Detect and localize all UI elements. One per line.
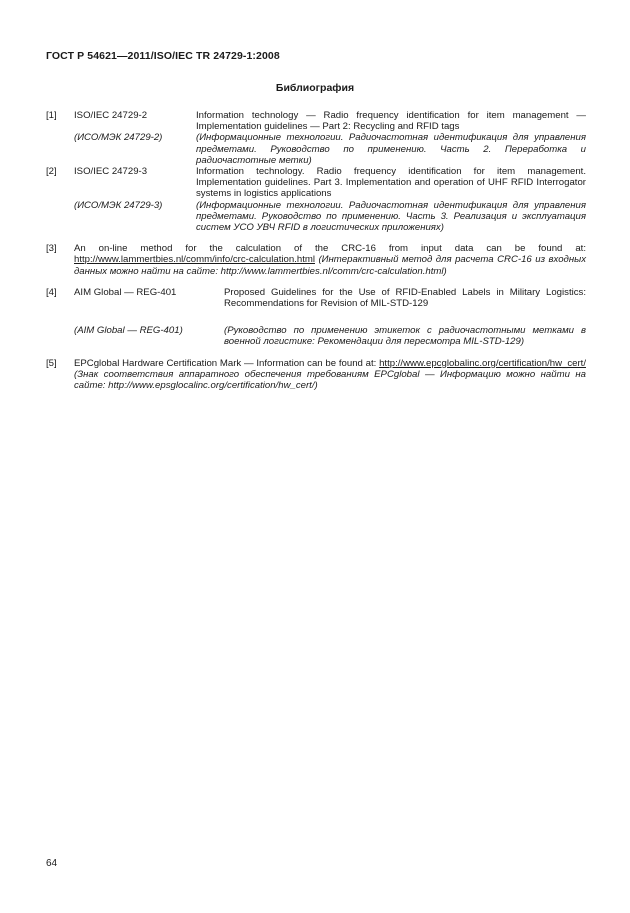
entry-desc-ru: (Информационные технологии. Радиочастотная идентификация для управления предметами. Руководство по применению. Часть 2. Переработка и радиочастотные метки) bbox=[196, 132, 586, 166]
entry-url-link[interactable]: http://www.lammertbies.nl/comm/info/crc-calculation.html bbox=[74, 254, 315, 266]
entry-desc: Proposed Guidelines for the Use of RFID-Enabled Labels in Military Logistics: Recommendations for Revision of MIL-STD-129 bbox=[224, 286, 586, 310]
bib-entry-4 bbox=[46, 287, 586, 309]
entry-ref-ru: (AIM Global — REG-401) bbox=[74, 325, 183, 337]
entry-desc: Information technology — Radio frequency identification for item management — Implementation guidelines — Part 2: Recycling and RFID tags bbox=[196, 110, 586, 133]
entry-text: An on-line method for the calculation of the CRC-16 from input data can be found at: bbox=[74, 243, 586, 255]
bib-entry-2-ru bbox=[46, 200, 586, 234]
bib-entry-4-ru bbox=[46, 325, 586, 347]
section-title: Библиография bbox=[275, 82, 355, 94]
entry-number: [2] bbox=[46, 166, 57, 178]
bib-entry-3 bbox=[46, 243, 586, 277]
document-header: ГОСТ Р 54621—2011/ISO/IEC TR 24729-1:2008 bbox=[46, 50, 280, 62]
entry-number: [5] bbox=[46, 357, 57, 369]
entry-desc-ru: (Руководство по применению этикеток с радиочастотными метками в военной логистике: Рекомендации для пересмотра MIL-STD-129) bbox=[224, 325, 586, 348]
entry-ref-ru: (ИСО/МЭК 24729-2) bbox=[74, 132, 163, 144]
entry-text: EPCglobal Hardware Certification Mark — Information can be found at: bbox=[74, 357, 380, 369]
bib-entry-1 bbox=[46, 110, 586, 132]
entry-ref-ru: (ИСО/МЭК 24729-3) bbox=[74, 199, 163, 211]
entry-number: [1] bbox=[46, 110, 57, 121]
entry-ref: AIM Global — REG-401 bbox=[74, 286, 177, 298]
bib-entry-1-ru bbox=[46, 132, 586, 166]
entry-desc: Information technology. Radio frequency identification for item management. Implementation guidelines. Part 3. Implementation and operation of UHF RFID Interrogator systems in logistics applications bbox=[196, 166, 586, 200]
page-number: 64 bbox=[46, 858, 58, 869]
entry-number: [3] bbox=[46, 243, 57, 255]
bib-entry-5 bbox=[46, 358, 586, 392]
entry-ref: ISO/IEC 24729-2 bbox=[74, 110, 148, 121]
bibliography-list bbox=[46, 110, 586, 391]
entry-url-link[interactable]: http://www.epcglobalinc.org/certification/hw_cert/ bbox=[379, 357, 586, 369]
entry-text-ru: (Интерактивный метод для расчета CRC-16 из входных данных можно найти на сайте: http://www.lammertbies.nl/comm/crc-calculation.html) bbox=[74, 254, 586, 277]
bib-entry-2 bbox=[46, 166, 586, 200]
entry-ref: ISO/IEC 24729-3 bbox=[74, 166, 148, 178]
entry-text-ru: (Знак соответствия аппаратного обеспечения требованиям EPCglobal — Информацию можно найти на сайте: http://www.epsglocalinc.org/certification/hw_cert/) bbox=[74, 368, 586, 392]
entry-desc-ru: (Информационные технологии. Радиочастотная идентификация для управления предметами. Руководство по применению. Часть 3. Реализация и эксплуатация систем УСО УВЧ RFID в логистических приложениях) bbox=[196, 199, 586, 234]
entry-number: [4] bbox=[46, 286, 57, 298]
